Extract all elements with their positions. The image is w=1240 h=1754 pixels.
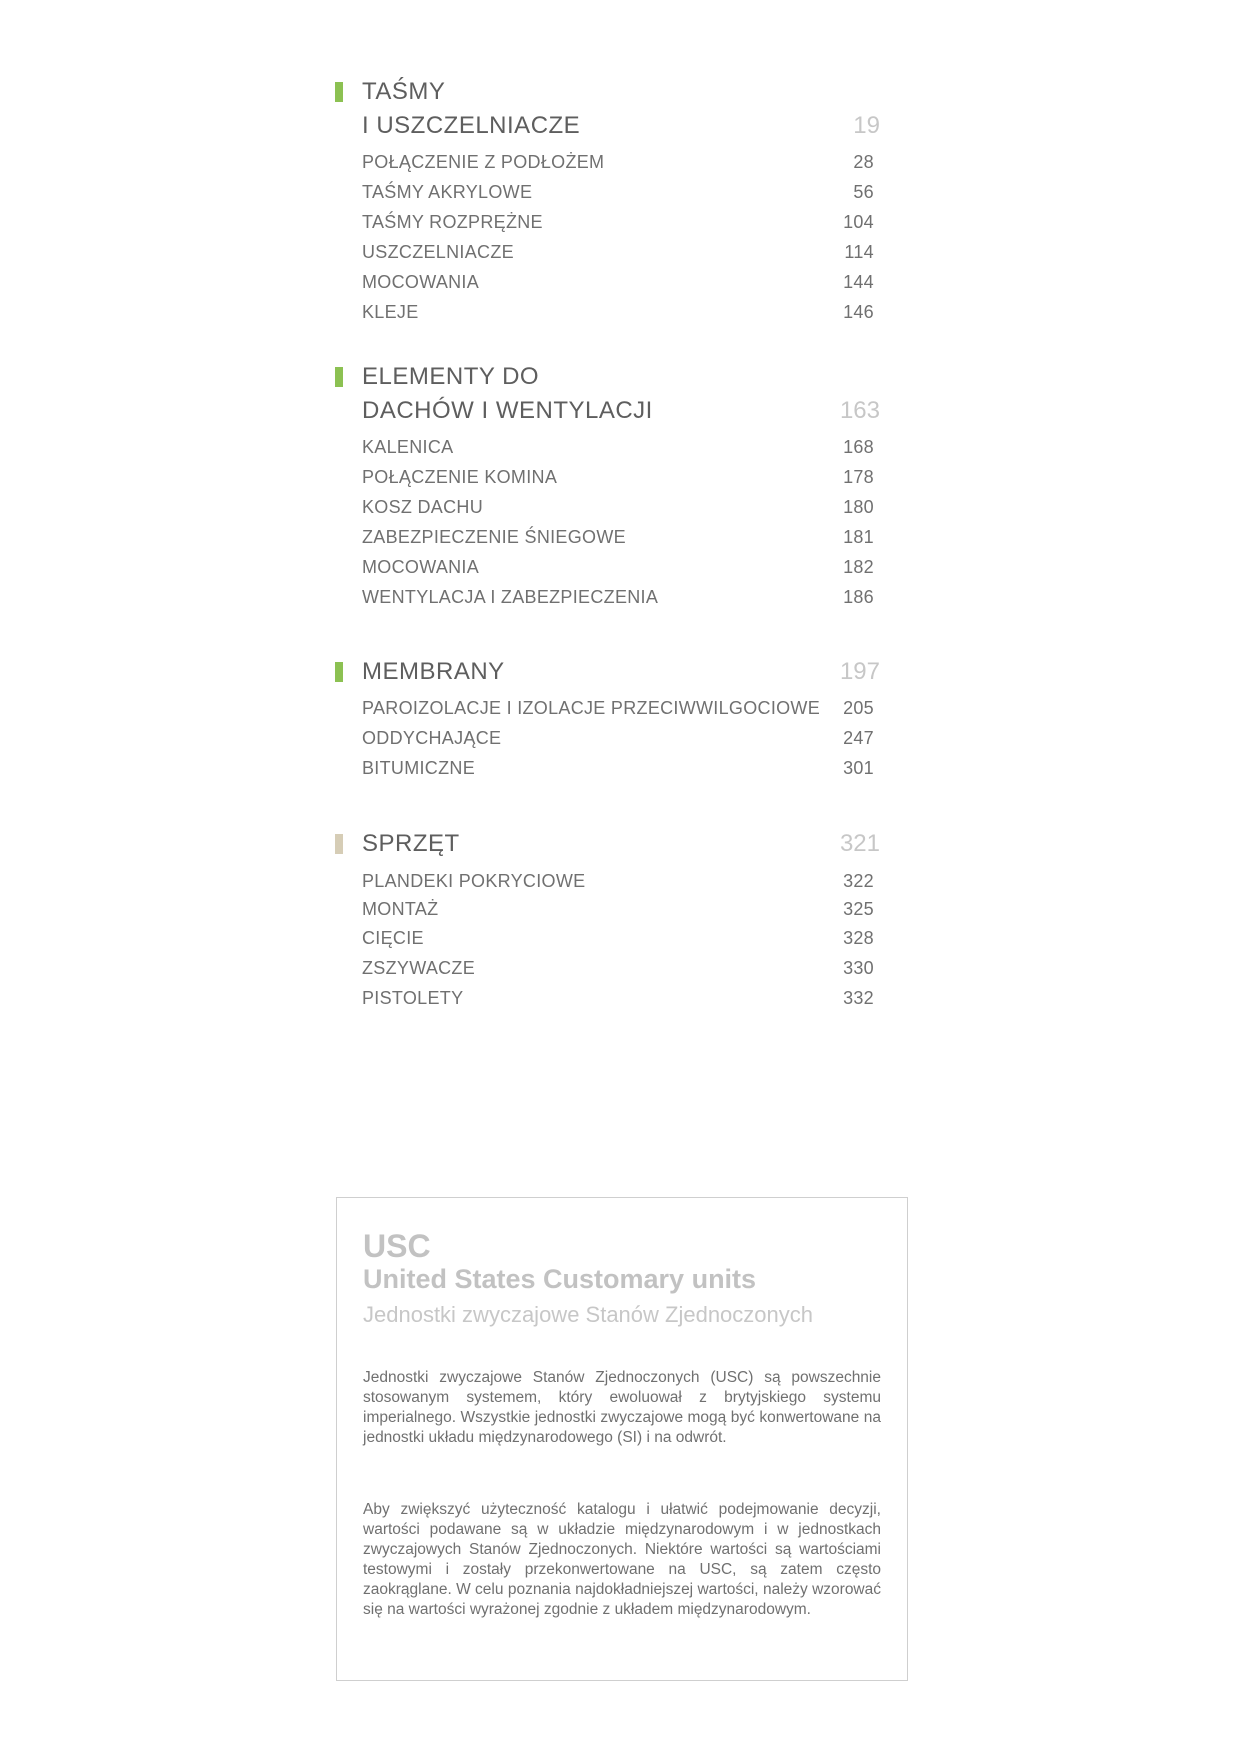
section-page-number: 321 xyxy=(839,830,880,857)
toc-item[interactable]: ZABEZPIECZENIE ŚNIEGOWE 181 xyxy=(362,527,874,547)
toc-item[interactable]: KLEJE 146 xyxy=(362,302,874,322)
section-page-number: 19 xyxy=(853,112,880,139)
usc-title-english: United States Customary units xyxy=(363,1264,757,1294)
toc-item[interactable]: PISTOLETY 332 xyxy=(362,988,874,1008)
usc-title-polish: Jednostki zwyczajowe Stanów Zjednoczonych xyxy=(363,1302,814,1327)
toc-item[interactable]: TAŚMY ROZPRĘŻNE 104 xyxy=(362,212,874,232)
section-title: SPRZĘT xyxy=(362,830,460,857)
section-marker xyxy=(335,82,343,102)
section-page-number: 197 xyxy=(839,658,880,685)
toc-item[interactable]: USZCZELNIACZE 114 xyxy=(362,242,874,262)
usc-paragraph: Aby zwiększyć użyteczność katalogu i ułatwić podejmowanie decyzji, wartości podawane są w układzie międzynarodowym i w jednostkach zwyczajowych Stanów Zjednoczonych. Niektóre wartości są wartościami testowymi i zostały przekonwertowane na USC, są zatem często zaokrąglane. W celu poznania najdokładniejszej wartości, należy wzorować się na wartości wyrażonej zgodnie z układem międzynarodowym. xyxy=(363,1501,881,1618)
section-page-number: 163 xyxy=(839,397,880,424)
toc-item[interactable]: WENTYLACJA I ZABEZPIECZENIA 186 xyxy=(362,587,874,607)
section-marker xyxy=(335,662,343,682)
section-title: MEMBRANY xyxy=(362,658,505,685)
section-title: I USZCZELNIACZE xyxy=(362,112,581,139)
toc-item[interactable]: PLANDEKI POKRYCIOWE 322 xyxy=(362,871,874,891)
toc-item[interactable]: BITUMICZNE 301 xyxy=(362,758,874,778)
toc-item[interactable]: MOCOWANIA 182 xyxy=(362,557,874,577)
section-marker xyxy=(335,367,343,387)
usc-info-box xyxy=(336,1197,908,1681)
section-title: TAŚMY xyxy=(362,78,446,105)
toc-item[interactable]: ZSZYWACZE 330 xyxy=(362,958,874,978)
toc-item[interactable]: MOCOWANIA 144 xyxy=(362,272,874,292)
usc-paragraph: Jednostki zwyczajowe Stanów Zjednoczonych (USC) są powszechnie stosowanym systemem, który ewoluował z brytyjskiego systemu imperialnego. Wszystkie jednostki zwyczajowe mogą być konwertowane na jednostki układu międzynarodowego (SI) i na odwrót. xyxy=(363,1369,881,1446)
section-title: DACHÓW I WENTYLACJI xyxy=(362,397,653,424)
toc-item[interactable]: MONTAŻ 325 xyxy=(362,899,874,919)
section-title: ELEMENTY DO xyxy=(362,363,540,390)
toc-item[interactable]: POŁĄCZENIE Z PODŁOŻEM 28 xyxy=(362,152,874,172)
toc-item[interactable]: POŁĄCZENIE KOMINA 178 xyxy=(362,467,874,487)
toc-item[interactable]: KOSZ DACHU 180 xyxy=(362,497,874,517)
section-marker xyxy=(335,834,343,854)
toc-item[interactable]: ODDYCHAJĄCE 247 xyxy=(362,728,874,748)
toc-item[interactable]: TAŚMY AKRYLOWE 56 xyxy=(362,182,874,202)
toc-item[interactable]: CIĘCIE 328 xyxy=(362,928,874,948)
usc-abbreviation: USC xyxy=(363,1228,431,1264)
toc-item[interactable]: PAROIZOLACJE I IZOLACJE PRZECIWWILGOCIOWE 205 xyxy=(362,698,874,718)
toc-item[interactable]: KALENICA 168 xyxy=(362,437,874,457)
